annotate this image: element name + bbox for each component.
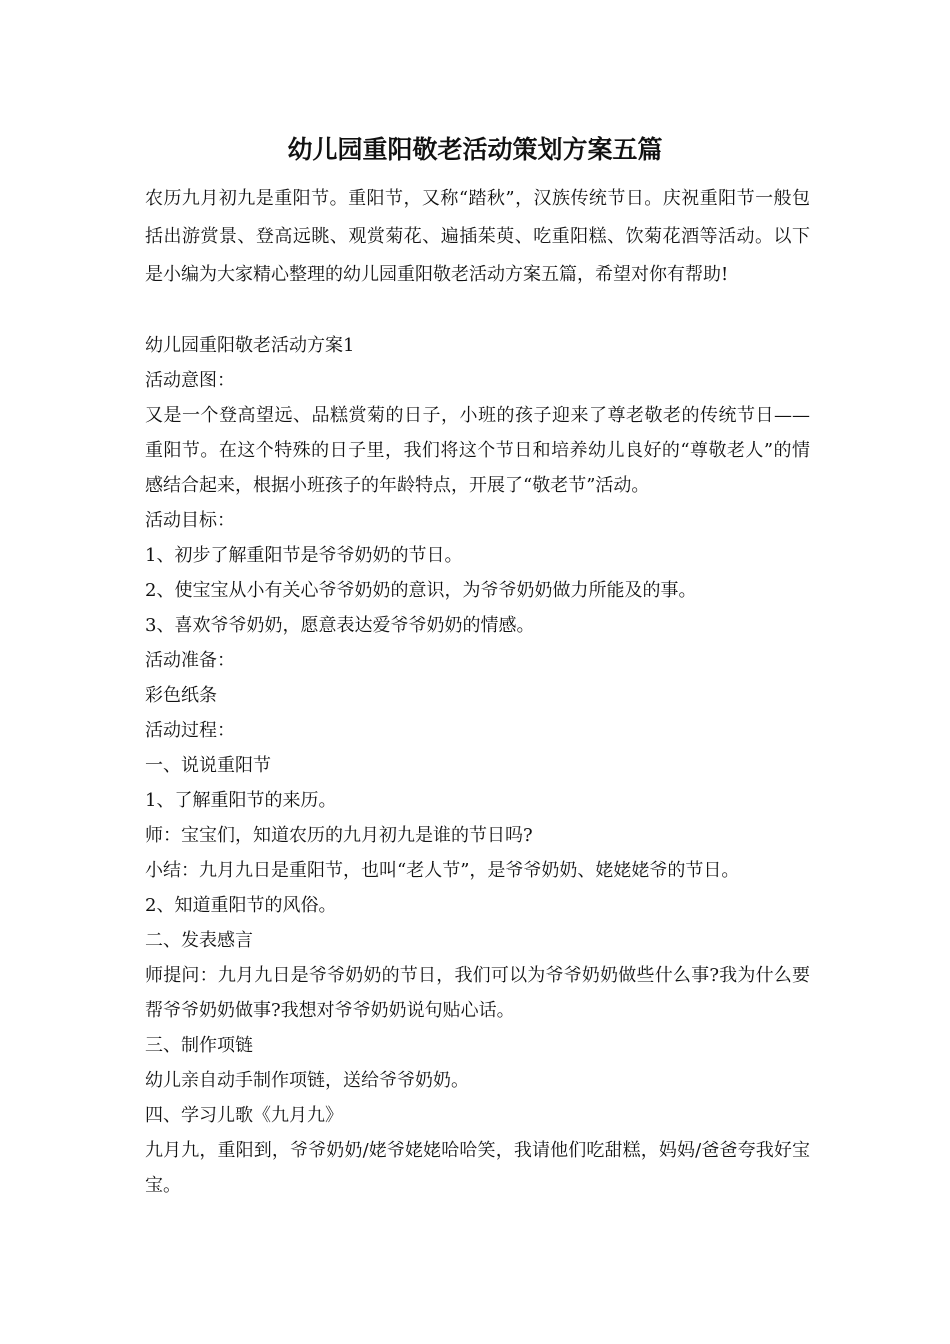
body-paragraph: 小结：九月九日是重阳节，也叫“老人节”，是爷爷奶奶、姥姥姥爷的节日。 xyxy=(145,860,740,881)
subheading: 活动过程： xyxy=(145,720,235,741)
body-paragraph: 又是一个登高望远、品糕赏菊的日子，小班的孩子迎来了尊老敬老的传统节日——重阳节。在这个特殊的日子里，我们将这个节日和培养幼儿良好的“尊敬老人”的情感结合起来，根据小班孩子的年龄特点，开展了“敬老节”活动。 xyxy=(145,405,810,496)
document-body xyxy=(145,328,810,1203)
body-paragraph: 师提问：九月九日是爷爷奶奶的节日，我们可以为爷爷奶奶做些什么事?我为什么要帮爷爷奶奶做事?我想对爷爷奶奶说句贴心话。 xyxy=(145,965,810,1021)
list-item: 1、初步了解重阳节是爷爷奶奶的节日。 xyxy=(145,545,463,566)
subheading: 活动意图： xyxy=(145,370,235,391)
subheading: 活动准备： xyxy=(145,650,235,671)
section-heading: 幼儿园重阳敬老活动方案1 xyxy=(145,335,355,356)
body-paragraph: 九月九，重阳到，爷爷奶奶/姥爷姥姥哈哈笑，我请他们吃甜糕，妈妈/爸爸夸我好宝宝。 xyxy=(145,1140,810,1196)
step-heading: 二、发表感言 xyxy=(145,930,253,951)
list-item: 2、知道重阳节的风俗。 xyxy=(145,895,337,916)
list-item: 2、使宝宝从小有关心爷爷奶奶的意识，为爷爷奶奶做力所能及的事。 xyxy=(145,580,697,601)
list-item: 3、喜欢爷爷奶奶，愿意表达爱爷爷奶奶的情感。 xyxy=(145,615,535,636)
step-heading: 四、学习儿歌《九月九》 xyxy=(145,1105,343,1126)
step-heading: 一、说说重阳节 xyxy=(145,755,271,776)
subheading: 活动目标： xyxy=(145,510,235,531)
document-title: 幼儿园重阳敬老活动策划方案五篇 xyxy=(287,135,663,164)
step-heading: 三、制作项链 xyxy=(145,1035,253,1056)
intro-paragraph: 农历九月初九是重阳节。重阳节，又称“踏秋”，汉族传统节日。庆祝重阳节一般包括出游赏景、登高远眺、观赏菊花、遍插茱萸、吃重阳糕、饮菊花酒等活动。以下是小编为大家精心整理的幼儿园重阳敬老活动方案五篇，希望对你有帮助! xyxy=(145,188,810,285)
list-item: 1、了解重阳节的来历。 xyxy=(145,790,337,811)
body-paragraph: 幼儿亲自动手制作项链，送给爷爷奶奶。 xyxy=(145,1070,469,1091)
body-paragraph: 彩色纸条 xyxy=(145,685,217,706)
body-paragraph: 师：宝宝们，知道农历的九月初九是谁的节日吗? xyxy=(145,825,533,846)
